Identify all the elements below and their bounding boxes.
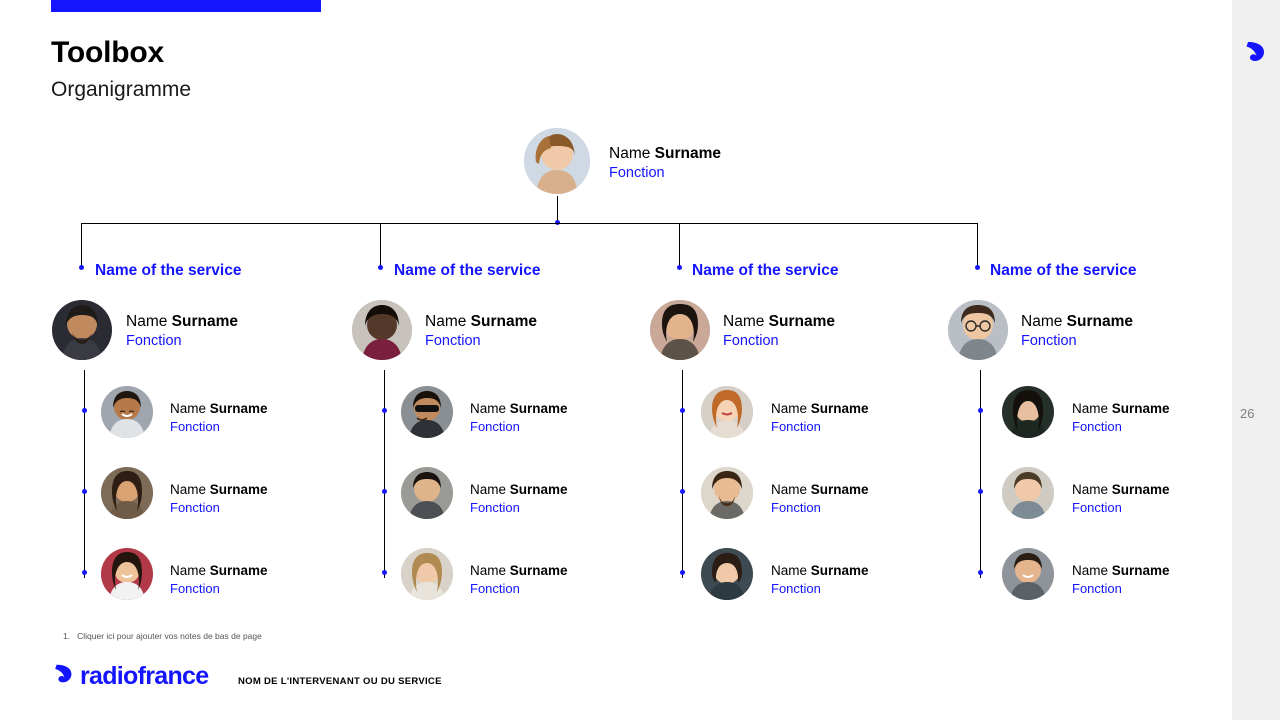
connector-line — [682, 370, 683, 578]
avatar — [401, 386, 453, 438]
connector-bus — [81, 223, 978, 224]
member-last-name: Surname — [209, 563, 268, 578]
member-name — [771, 482, 869, 497]
accent-bar — [51, 0, 321, 12]
avatar — [101, 548, 153, 600]
connector-line — [977, 223, 978, 266]
avatar — [401, 467, 453, 519]
member-first-name: Name — [1072, 482, 1112, 497]
member-last-name: Surname — [810, 401, 869, 416]
member-first-name: Name — [771, 401, 811, 416]
person-name — [609, 145, 721, 163]
person-role: Fonction — [1021, 333, 1077, 349]
member-role: Fonction — [771, 581, 821, 596]
member-last-name: Surname — [1111, 401, 1170, 416]
avatar — [352, 300, 412, 360]
person-first-name: Name — [126, 313, 172, 330]
service-dot-icon — [79, 265, 84, 270]
service-dot-icon — [975, 265, 980, 270]
member-role: Fonction — [170, 419, 220, 434]
footnote-number: 1. — [63, 631, 71, 641]
brand-name: radiofrance — [80, 661, 209, 690]
member-first-name: Name — [1072, 563, 1112, 578]
member-last-name: Surname — [1111, 482, 1170, 497]
member-role: Fonction — [470, 500, 520, 515]
member-dot-icon — [382, 570, 387, 575]
member-dot-icon — [382, 408, 387, 413]
member-role: Fonction — [470, 581, 520, 596]
member-role: Fonction — [1072, 419, 1122, 434]
service-label: Name of the service — [95, 262, 242, 279]
person-name — [126, 313, 238, 331]
member-name — [170, 563, 268, 578]
person-last-name: Surname — [1066, 313, 1133, 330]
connector-line — [81, 223, 82, 266]
member-dot-icon — [978, 408, 983, 413]
connector-line — [380, 223, 381, 266]
member-dot-icon — [82, 570, 87, 575]
member-dot-icon — [680, 489, 685, 494]
service-dot-icon — [378, 265, 383, 270]
radiofrance-mark-icon — [1242, 38, 1270, 66]
page-title: Toolbox — [51, 36, 165, 69]
member-name — [470, 482, 568, 497]
member-name — [1072, 482, 1170, 497]
person-last-name: Surname — [171, 313, 238, 330]
member-first-name: Name — [1072, 401, 1112, 416]
member-first-name: Name — [170, 563, 210, 578]
service-label: Name of the service — [990, 262, 1137, 279]
member-last-name: Surname — [1111, 563, 1170, 578]
member-first-name: Name — [771, 482, 811, 497]
service-label: Name of the service — [692, 262, 839, 279]
member-name — [470, 401, 568, 416]
avatar — [1002, 386, 1054, 438]
avatar — [52, 300, 112, 360]
person-role: Fonction — [425, 333, 481, 349]
avatar — [701, 467, 753, 519]
connector-line — [84, 370, 85, 578]
member-dot-icon — [680, 570, 685, 575]
avatar — [650, 300, 710, 360]
avatar — [101, 467, 153, 519]
person-role: Fonction — [723, 333, 779, 349]
person-name — [723, 313, 835, 331]
member-role: Fonction — [1072, 500, 1122, 515]
avatar — [701, 548, 753, 600]
member-dot-icon — [82, 408, 87, 413]
person-last-name: Surname — [768, 313, 835, 330]
member-dot-icon — [978, 570, 983, 575]
brand-logo — [51, 663, 208, 689]
member-last-name: Surname — [209, 482, 268, 497]
member-name — [170, 482, 268, 497]
org-chart — [0, 120, 1232, 620]
person-role: Fonction — [609, 165, 665, 181]
member-role: Fonction — [771, 419, 821, 434]
person-role: Fonction — [126, 333, 182, 349]
member-dot-icon — [82, 489, 87, 494]
avatar — [1002, 467, 1054, 519]
avatar — [701, 386, 753, 438]
member-name — [1072, 401, 1170, 416]
member-role: Fonction — [1072, 581, 1122, 596]
member-name — [771, 401, 869, 416]
member-first-name: Name — [170, 482, 210, 497]
avatar — [401, 548, 453, 600]
member-first-name: Name — [771, 563, 811, 578]
member-role: Fonction — [470, 419, 520, 434]
footnote[interactable] — [63, 631, 262, 641]
member-first-name: Name — [470, 401, 510, 416]
member-role: Fonction — [771, 500, 821, 515]
member-last-name: Surname — [509, 401, 568, 416]
avatar — [948, 300, 1008, 360]
brand-subtitle: NOM DE L'INTERVENANT OU DU SERVICE — [238, 676, 442, 687]
member-first-name: Name — [170, 401, 210, 416]
member-name — [1072, 563, 1170, 578]
member-last-name: Surname — [810, 563, 869, 578]
member-dot-icon — [680, 408, 685, 413]
connector-line — [384, 370, 385, 578]
member-last-name: Surname — [509, 482, 568, 497]
connector-line — [980, 370, 981, 578]
page-subtitle: Organigramme — [51, 78, 192, 101]
member-last-name: Surname — [209, 401, 268, 416]
person-name — [1021, 313, 1133, 331]
right-sidebar-rail — [1232, 0, 1280, 720]
avatar — [101, 386, 153, 438]
person-first-name: Name — [723, 313, 769, 330]
avatar — [1002, 548, 1054, 600]
member-first-name: Name — [470, 563, 510, 578]
member-dot-icon — [382, 489, 387, 494]
person-first-name: Name — [609, 145, 655, 162]
connector-line — [557, 196, 558, 223]
member-name — [470, 563, 568, 578]
member-role: Fonction — [170, 581, 220, 596]
person-name — [425, 313, 537, 331]
person-first-name: Name — [1021, 313, 1067, 330]
avatar — [524, 128, 590, 194]
radiofrance-logo-icon — [51, 661, 77, 692]
member-last-name: Surname — [509, 563, 568, 578]
member-first-name: Name — [470, 482, 510, 497]
service-label: Name of the service — [394, 262, 541, 279]
person-first-name: Name — [425, 313, 471, 330]
page-number: 26 — [1240, 406, 1255, 421]
connector-line — [679, 223, 680, 266]
person-last-name: Surname — [654, 145, 721, 162]
service-dot-icon — [677, 265, 682, 270]
member-name — [170, 401, 268, 416]
member-role: Fonction — [170, 500, 220, 515]
member-last-name: Surname — [810, 482, 869, 497]
footnote-text: Cliquer ici pour ajouter vos notes de bas de page — [77, 631, 262, 641]
member-dot-icon — [978, 489, 983, 494]
person-last-name: Surname — [470, 313, 537, 330]
member-name — [771, 563, 869, 578]
